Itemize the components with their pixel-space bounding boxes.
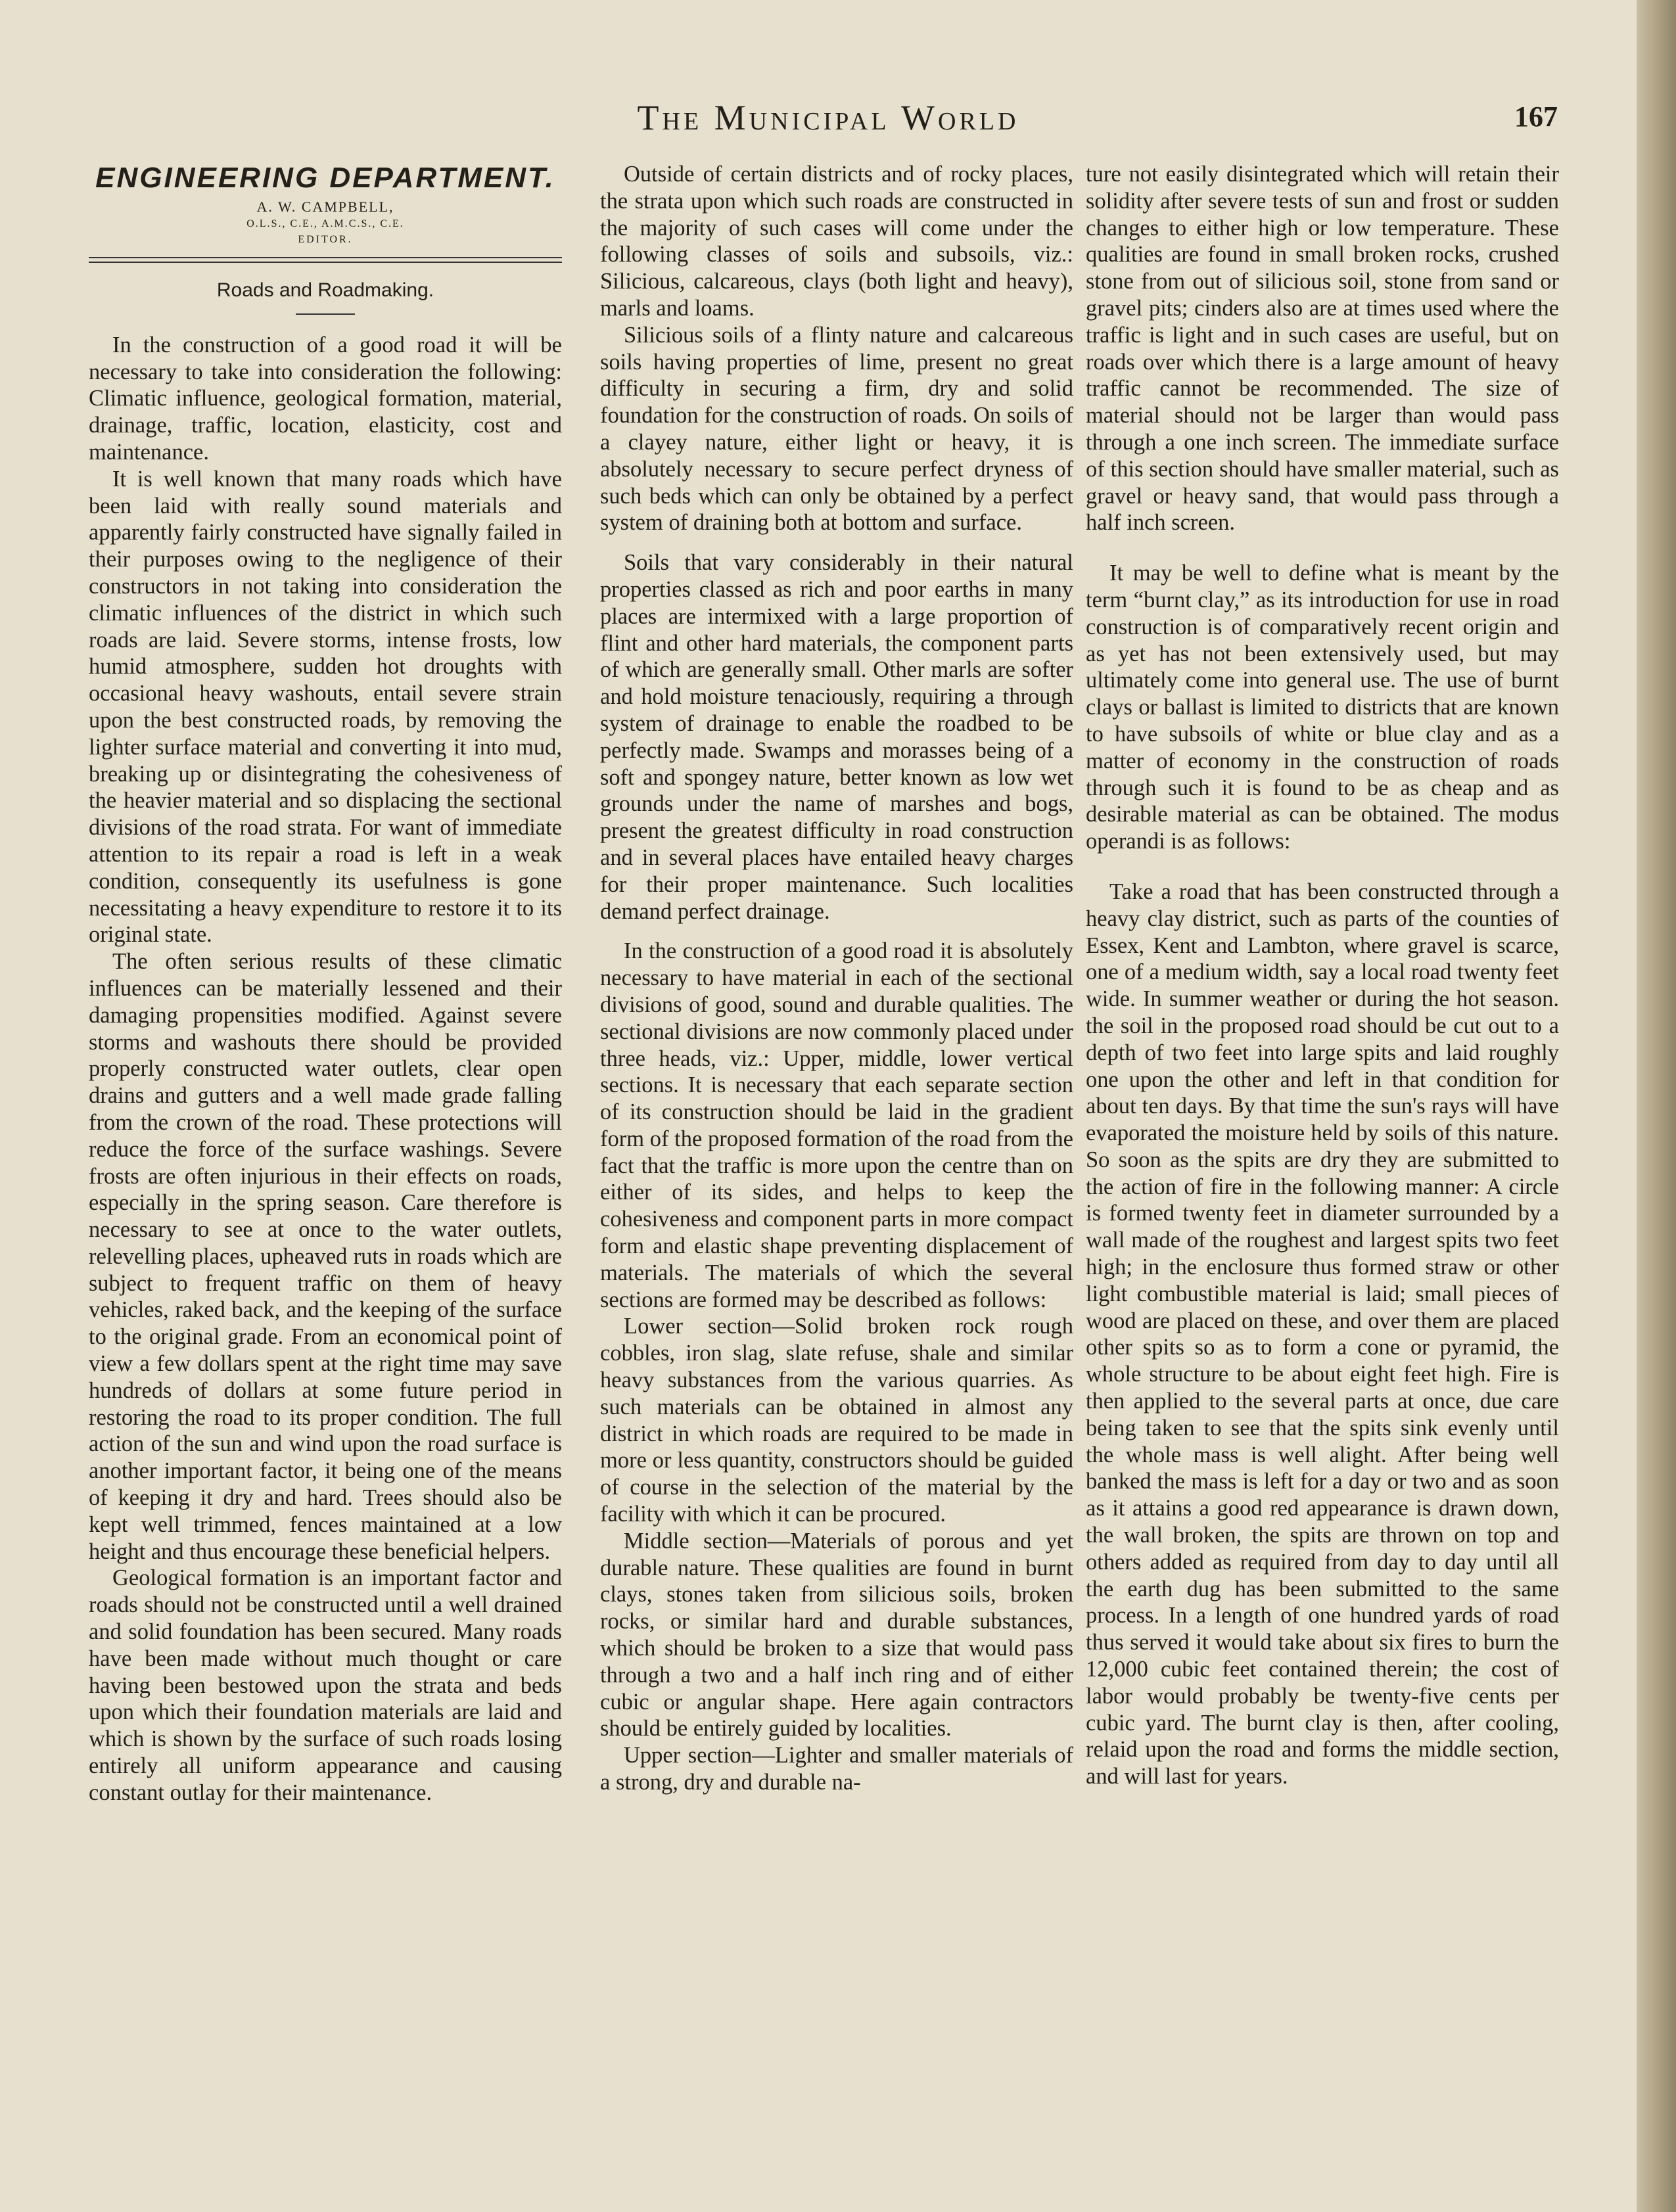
paragraph: It is well known that many roads which have been laid with really sound materials and apparently fairly constructed have signally failed in their purposes owing to the negligence of their constructors in not taking into consideration the climatic influences of the district in which such roads are laid. Severe storms, intense frosts, low humid atmosphere, sudden hot droughts with occasional heavy washouts, entail severe strain upon the best constructed roads, by removing the lighter surface material and converting it into mud, breaking up or disintegrating the cohesiveness of the heavier material and so displacing the sectional divisions of the road strata. For want of immediate attention to its repair a road is left in a weak condition, consequently its usefulness is gone necessitating a heavy expenditure to restore it to its original state. — [89, 466, 562, 948]
title-rule — [296, 313, 355, 315]
paragraph: Soils that vary considerably in their natural properties classed as rich and poor earths in many places are intermixed with a large proportion of flint and other hard materials, the component parts of which are generally small. Other marls are softer and hold moisture tenaciously, requiring a through system of drainage to enable the roadbed to be perfectly made. Swamps and morasses being of a soft and spongey nature, better known as low wet grounds under the name of marshes and bogs, present the greatest difficulty in road construction and in several places have entailed heavy charges for their proper maintenance. Such localities demand perfect drainage. — [600, 550, 1073, 924]
page-number: 167 — [1514, 101, 1558, 133]
paragraph: Outside of certain districts and of rocky places, the strata upon which such roads are constructed in the majority of such cases will come under the following classes of soils and subsoils, viz.: Silicious, calcareous, clays (both light and heavy), marls and loams. — [600, 162, 1073, 321]
running-title: The Municipal World — [637, 98, 1019, 137]
paragraph: Take a road that has been constructed through a heavy clay district, such as parts of the counties of Essex, Kent and Lambton, where gravel is scarce, one of a medium width, say a local road twenty feet wide. In summer weather or during the hot season. the soil in the proposed road should be cut out to a depth of two feet into large spits and laid roughly one upon the other and left in that condition for about ten days. By that time the sun's rays will have evaporated the moisture held by soils of this nature. So soon as the spits are dry they are submitted to the action of fire in the following manner: A circle is formed twenty feet in diameter surrounded by a wall made of the roughest and largest spits two feet high; in the enclosure thus formed straw or other light combustible material is laid; small pieces of wood are placed on these, and over them are placed other spits so as to form a cone or pyramid, the whole structure to be about eight feet high. Fire is then applied to the several parts at once, due care being taken to see that the spits sink evenly until the whole mass is well alight. After being well banked the mass is left for a day or two and as soon as it attains a good red appearance is drawn down, the wall broken, the spits are thrown on top and others added as required from day to day until all the earth dug has been submitted to the same process. In a length of one hundred yards of road thus served it would take about six fires to burn the 12,000 cubic feet contained therein; the cost of labor would probably be twenty-five cents per cubic yard. The burnt clay is then, after cooling, relaid upon the road and forms the middle section, and will last for years. — [1086, 879, 1559, 1789]
paragraph: In the construction of a good road it is absolutely necessary to have material in each of the sectional divisions of good, sound and durable qualities. The sectional divisions are now commonly placed under three heads, viz.: Upper, middle, lower vertical sections. It is necessary that each separate section of its construction should be laid in the gradient form of the proposed formation of the road from the fact that the traffic is more upon the centre than on either of its sides, and helps to keep the cohesiveness and component parts in more compact form and elastic shape preventing displacement of materials. The materials of which the several sections are formed may be described as follows: — [600, 938, 1073, 1312]
page-edge — [1637, 0, 1676, 2212]
column-1 — [89, 161, 562, 1807]
department-heading — [89, 161, 562, 248]
column-3 — [1086, 161, 1559, 1790]
section-rule — [89, 257, 562, 263]
paragraph: It may be well to define what is meant by the term “burnt clay,” as its introduction for use in road construction is of comparatively recent origin and as yet has not been extensively used, but may ultimately come into general use. The use of burnt clays or ballast is limited to districts that are known to have subsoils of white or blue clay and as a matter of economy in the construction of roads through such it is found to be as cheap and as desirable material as can be obtained. The modus operandi is as follows: — [1086, 561, 1559, 854]
paragraph: Middle section—Materials of porous and yet durable nature. These qualities are found in burnt clays, stones taken from silicious soils, broken rocks, or similar hard and durable substances, which should be broken to a size that would pass through a two and a half inch ring and of either cubic or angular shape. Here again contractors should be entirely guided by localities. — [600, 1528, 1073, 1741]
paragraph: Geological formation is an important factor and roads should not be constructed until a well drained and solid foundation has been secured. Many roads have been made without much thought or care having been bestowed upon the strata and beds upon which their foundation materials are laid and which is shown by the surface of such roads losing entirely all uniform appearance and causing constant outlay for their maintenance. — [89, 1565, 562, 1805]
editor-role: EDITOR. — [298, 234, 353, 245]
paragraph: ture not easily disintegrated which will retain their solidity after severe tests of sun and frost or sudden changes to either high or low temperature. These qualities are found in small broken rocks, crushed stone from out of silicious soil, stone from sand or gravel pits; cinders also are at times used where the traffic is light and in such cases are useful, but on roads over which there is a large amount of heavy traffic cannot be recommended. The size of material should not be larger than would pass through a one inch screen. The immediate surface of this section should have smaller material, such as gravel or heavy sand, that would pass through a half inch screen. — [1086, 162, 1559, 536]
column-2 — [600, 161, 1073, 1796]
editor-name: A. W. CAMPBELL, — [256, 198, 394, 215]
paragraph: In the construction of a good road it will be necessary to take into consideration the following: Climatic influence, geological formation, material, drainage, traffic, location, elasticity, cost and maintenance. — [89, 332, 562, 465]
paragraph: Silicious soils of a flinty nature and calcareous soils having properties of lime, present no great difficulty in securing a firm, dry and solid foundation for the construction of roads. On soils of a clayey nature, either light or heavy, it is absolutely necessary to secure perfect dryness of such beds which can only be obtained by a perfect system of draining both at bottom and surface. — [600, 322, 1073, 536]
editor-credentials: O.L.S., C.E., A.M.C.S., C.E. — [246, 218, 404, 229]
paragraph: Upper section—Lighter and smaller materials of a strong, dry and durable na- — [600, 1743, 1073, 1795]
article-title: Roads and Roadmaking. — [216, 279, 434, 301]
paragraph: The often serious results of these climatic influences can be materially lessened and their damaging propensities modified. Against severe storms and washouts there should be provided properly constructed water outlets, clear open drains and gutters and a well made grade falling from the crown of the road. These protections will reduce the force of the surface washings. Severe frosts are often injurious in their effects on roads, especially in the spring season. Care therefore is necessary to see at once to the water outlets, relevelling places, upheaved ruts in roads which are subject to frequent traffic on them of heavy vehicles, raked back, and the keeping of the surface to the original grade. From an economical point of view a few dollars spent at the right time may save hundreds of dollars at some future period in restoring the road to its proper condition. The full action of the sun and wind upon the road surface is another important factor, it being one of the means of keeping it dry and hard. Trees should also be kept well trimmed, fences maintained at a low height and thus encourage these beneficial helpers. — [89, 949, 562, 1564]
department-title: ENGINEERING DEPARTMENT. — [95, 162, 555, 194]
paragraph: Lower section—Solid broken rock rough cobbles, iron slag, slate refuse, shale and similar heavy substances from the various quarries. As such materials can be obtained in almost any district in which roads are required to be made in more or less quantity, constructors should be guided of course in the selection of the material by the facility with which it can be procured. — [600, 1314, 1073, 1527]
page-header — [99, 97, 1558, 139]
